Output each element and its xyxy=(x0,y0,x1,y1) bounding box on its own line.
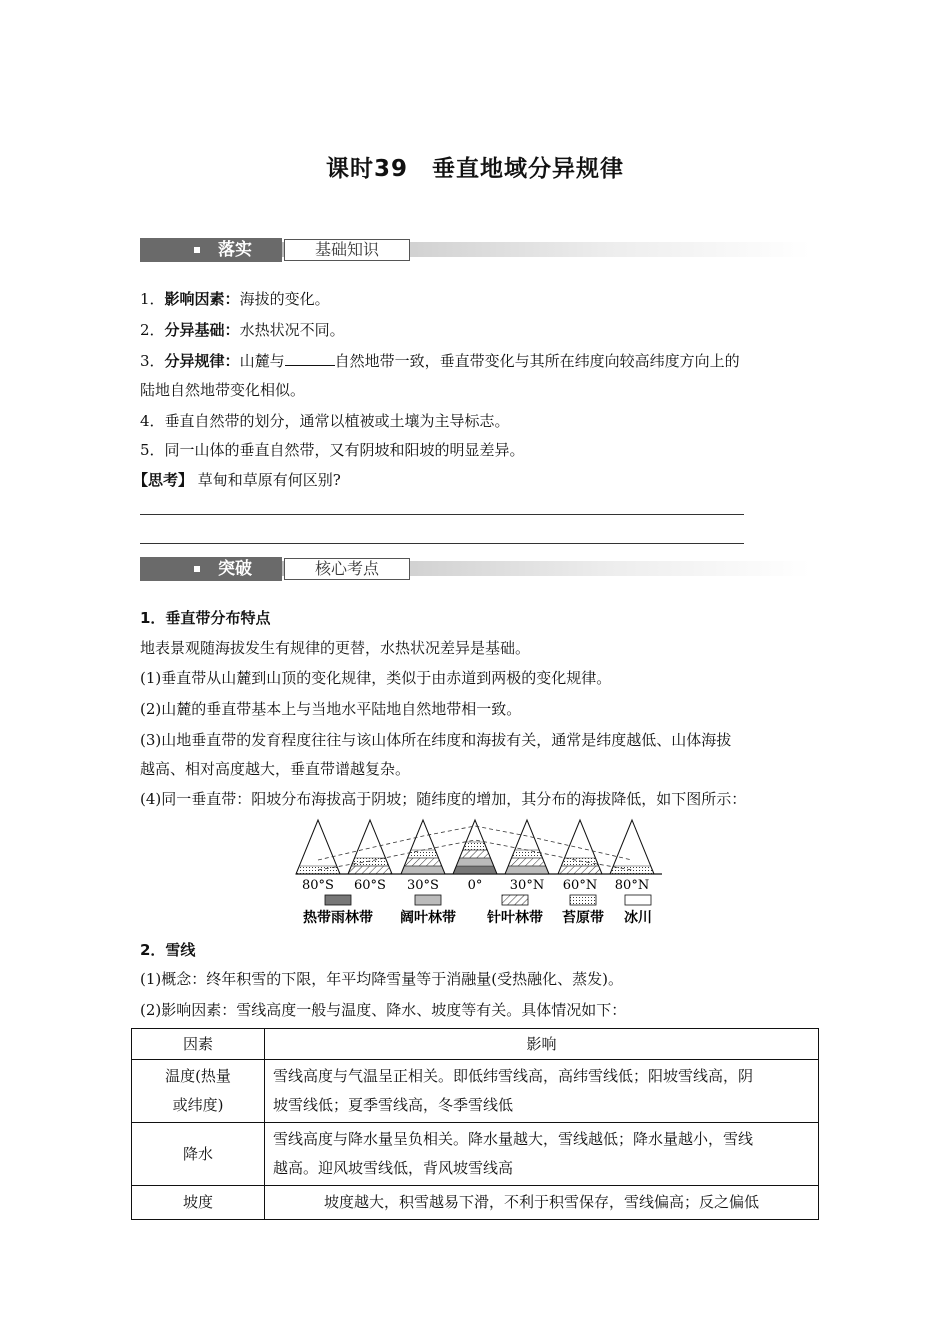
banner-label: 核心考点 xyxy=(284,558,410,580)
table-row xyxy=(132,1186,819,1220)
snowline-para-1: (1)概念：终年积雪的下限，年平均降雪量等于消融量(受热融化、蒸发)。 xyxy=(140,970,623,988)
core-para-0: 地表景观随海拔发生有规律的更替，水热状况差异是基础。 xyxy=(140,639,531,657)
table-row xyxy=(132,1060,819,1123)
table-cell-factor: 降水 xyxy=(132,1123,265,1186)
latitude-label: 80°S xyxy=(302,878,334,893)
mountain-group xyxy=(296,820,654,874)
banner-label: 基础知识 xyxy=(284,239,410,261)
table-header-effect: 影响 xyxy=(265,1029,819,1060)
core-para-1: (1)垂直带从山麓到山顶的变化规律，类似于由赤道到两极的变化规律。 xyxy=(140,669,612,687)
latitude-label: 30°S xyxy=(407,878,439,893)
banner-tag-text: 落实 xyxy=(218,240,252,260)
basics-item-2: 2．分异基础：水热状况不同。 xyxy=(140,321,345,339)
core-heading-1: 1．垂直带分布特点 xyxy=(140,609,271,627)
zone-band-hatch xyxy=(508,858,545,866)
table-cell-effect: 雪线高度与降水量呈负相关。降水量越大，雪线越低；降水量越小，雪线 越高。迎风坡雪线低，背风坡雪线高 xyxy=(265,1123,819,1186)
table-cell-factor: 温度(热量 或纬度) xyxy=(132,1060,265,1123)
banner-tag xyxy=(140,557,282,581)
table-header-row xyxy=(132,1029,819,1060)
legend-label: 冰川 xyxy=(624,910,652,926)
zone-band-hatch xyxy=(348,866,392,874)
legend-swatch-dark xyxy=(325,895,351,905)
table-cell-effect: 雪线高度与气温呈正相关。即低纬雪线高，高纬雪线低；阳坡雪线高，阴 坡雪线低；夏季雪线高，冬季雪线低 xyxy=(265,1060,819,1123)
table-cell-factor: 坡度 xyxy=(132,1186,265,1220)
answer-line-1[interactable] xyxy=(140,514,744,515)
fill-in-blank[interactable] xyxy=(285,351,335,366)
snowline-para-2: (2)影响因素：雪线高度一般与温度、降水、坡度等有关。具体情况如下： xyxy=(140,1001,627,1019)
legend-label: 针叶林带 xyxy=(487,910,543,926)
think-text: 草甸和草原有何区别? xyxy=(197,471,341,489)
mountain-6 xyxy=(610,820,654,874)
basics-item-5: 5．同一山体的垂直自然带，又有阴坡和阳坡的明显差异。 xyxy=(140,441,525,459)
legend-swatch-hatch xyxy=(502,895,528,905)
square-bullet-icon xyxy=(194,566,200,572)
think-question xyxy=(133,469,803,491)
snowline-factor-table xyxy=(131,1028,819,1220)
banner-tag xyxy=(140,238,282,262)
zone-band-hatch xyxy=(404,858,441,866)
latitude-label: 30°N xyxy=(509,878,545,893)
zone-band-gray xyxy=(456,858,493,866)
table-header-factor: 因素 xyxy=(132,1029,265,1060)
latitude-label: 80°N xyxy=(614,878,650,893)
core-para-3: (3)山地垂直带的发育程度往往与该山体所在纬度和海拔有关，通常是纬度越低、山体海拔 xyxy=(140,731,732,749)
page-title: 课时39 垂直地域分异规律 xyxy=(325,156,624,182)
zone-band-gray xyxy=(505,866,549,874)
mountain-5 xyxy=(558,820,602,874)
legend-label: 阔叶林带 xyxy=(400,910,456,926)
latitude-labels xyxy=(302,878,649,893)
core-para-2: (2)山麓的垂直带基本上与当地水平陆地自然地带相一致。 xyxy=(140,700,522,718)
zone-band-dots xyxy=(351,858,388,866)
zone-band-hatch xyxy=(558,866,602,874)
legend xyxy=(303,895,652,926)
square-bullet-icon xyxy=(194,247,200,253)
zone-band-dots xyxy=(512,850,543,858)
table-row xyxy=(132,1123,819,1186)
vertical-zonation-figure xyxy=(290,818,670,930)
mountain-1 xyxy=(348,820,392,874)
think-label: 【思考】 xyxy=(133,471,194,489)
legend-swatch-white xyxy=(625,895,651,905)
legend-swatch-dots xyxy=(570,895,596,905)
basics-item-3-cont: 陆地自然地带变化相似。 xyxy=(140,381,306,399)
zone-band-gray xyxy=(401,866,445,874)
zone-band-dots xyxy=(463,842,487,850)
core-para-3-cont: 越高、相对高度越大，垂直带谱越复杂。 xyxy=(140,760,411,778)
legend-swatch-gray xyxy=(415,895,441,905)
mountain-3 xyxy=(453,820,497,874)
latitude-label: 60°N xyxy=(562,878,598,893)
basics-item-3: 3．分异规律：山麓与 自然地带一致，垂直带变化与其所在纬度向较高纬度方向上的 xyxy=(140,352,740,370)
mountain-0 xyxy=(296,820,340,874)
table-cell-effect: 坡度越大，积雪越易下滑，不利于积雪保存，雪线偏高；反之偏低 xyxy=(265,1186,819,1220)
zone-band-dots xyxy=(561,858,598,866)
basics-item-1: 1．影响因素：海拔的变化。 xyxy=(140,290,330,308)
legend-label: 苔原带 xyxy=(562,910,604,926)
basics-item-4: 4．垂直自然带的划分，通常以植被或土壤为主导标志。 xyxy=(140,412,510,430)
banner-tag-text: 突破 xyxy=(218,559,252,579)
latitude-label: 60°S xyxy=(354,878,386,893)
zone-band-dark xyxy=(453,866,497,874)
answer-line-2[interactable] xyxy=(140,543,744,544)
section-banner-basics xyxy=(140,238,810,262)
core-heading-2: 2．雪线 xyxy=(140,941,196,959)
legend-label: 热带雨林带 xyxy=(303,910,373,926)
core-para-4: (4)同一垂直带：阳坡分布海拔高于阴坡；随纬度的增加，其分布的海拔降低，如下图所示： xyxy=(140,790,747,808)
section-banner-core xyxy=(140,557,810,581)
latitude-label: 0° xyxy=(467,878,483,893)
zone-band-hatch xyxy=(460,850,491,858)
zone-band-dots xyxy=(408,850,439,858)
